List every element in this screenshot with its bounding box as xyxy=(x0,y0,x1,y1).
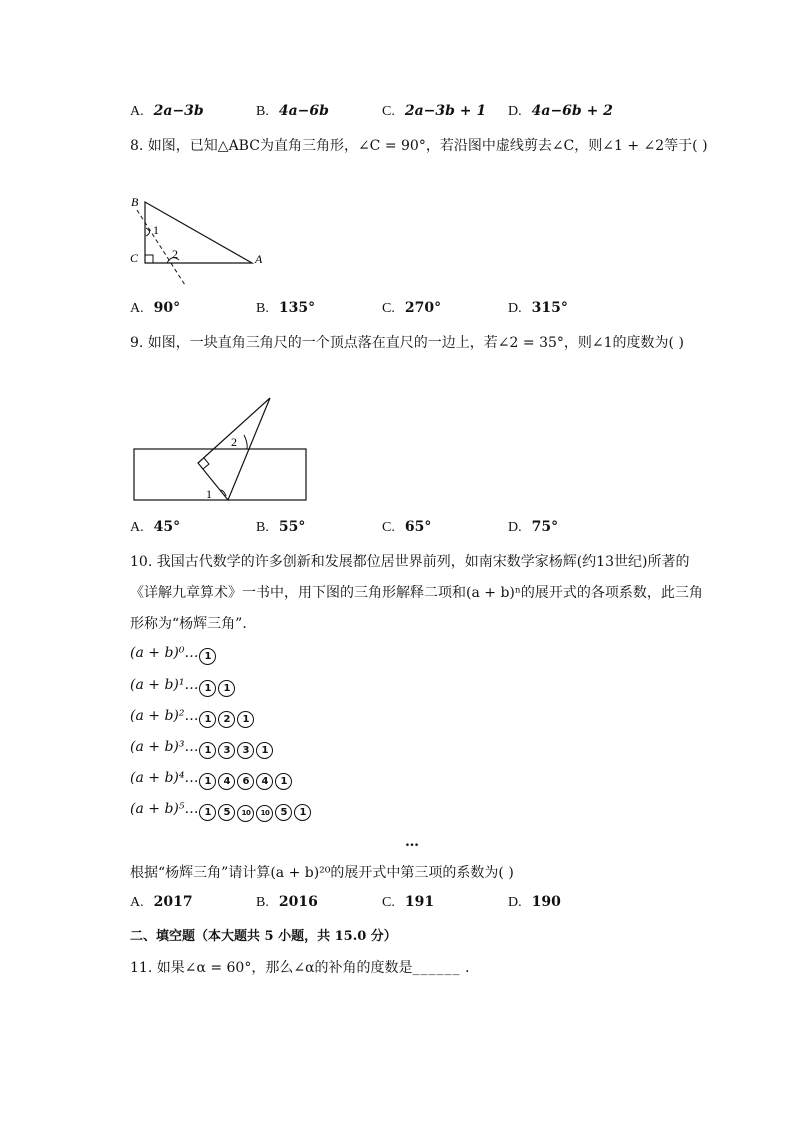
pascal-row-5 xyxy=(130,801,312,822)
coefficient-circle: 4 xyxy=(256,773,273,790)
q10-question: 根据“杨辉三角”请计算(a + b)²⁰的展开式中第三项的系数为( ) xyxy=(130,865,514,881)
coefficient-circle: 1 xyxy=(256,742,273,759)
coefficient-circle: 1 xyxy=(199,742,216,759)
q7-option-c: C. 2a−3b + 1 xyxy=(382,103,487,119)
q7-option-a: A. 2a−3b xyxy=(130,103,204,119)
coefficient-circle: 10 xyxy=(256,805,273,822)
q8-label-a: A xyxy=(255,252,263,266)
q8-text: 8. 如图，已知△ABC为直角三角形，∠C = 90°，若沿图中虚线剪去∠C，则∠1 + ∠2等于( ) xyxy=(130,138,708,154)
coefficient-circle: 3 xyxy=(218,742,235,759)
q10-line2: 《详解九章算术》一书中，用下图的三角形解释二项和(a + b)ⁿ的展开式的各项系数，此三角 xyxy=(130,585,703,601)
q11-text: 11. 如果∠α = 60°，那么∠α的补角的度数是 xyxy=(130,960,413,976)
q11-answer-blank: ______ xyxy=(412,960,461,976)
q9-label-2: 2 xyxy=(231,435,237,449)
coefficient-circle: 5 xyxy=(275,804,292,821)
q7-option-d: D. 4a−6b + 2 xyxy=(508,103,613,119)
q8-triangle-abc xyxy=(145,202,252,263)
q8-label-2: 2 xyxy=(172,247,178,261)
pascal-row-0 xyxy=(130,645,217,665)
coefficient-circle: 10 xyxy=(237,805,254,822)
q10-option-c: C. 191 xyxy=(382,894,435,910)
q10-line1: 10. 我国古代数学的许多创新和发展都位居世界前列，如南宋数学家杨辉(约13世纪)所著的 xyxy=(130,554,690,570)
q9-text: 9. 如图，一块直角三角尺的一个顶点落在直尺的一边上，若∠2 = 35°，则∠1的度数为( ) xyxy=(130,335,684,351)
q9-label-1: 1 xyxy=(206,487,212,501)
q10-option-d: D. 190 xyxy=(508,894,561,910)
pascal-expr: (a + b)⁵… xyxy=(130,801,199,817)
q7-option-b: B. 4a−6b xyxy=(256,103,329,119)
q10-options xyxy=(130,894,690,914)
pascal-expr: (a + b)³… xyxy=(130,739,199,755)
pascal-row-2 xyxy=(130,708,255,728)
coefficient-circle: 5 xyxy=(218,804,235,821)
coefficient-circle: 1 xyxy=(199,680,216,697)
pascal-row-3 xyxy=(130,739,274,759)
q9-option-a: A. 45° xyxy=(130,519,181,535)
coefficient-circle: 4 xyxy=(218,773,235,790)
q9-ruler xyxy=(134,449,306,500)
q8-right-angle-mark xyxy=(145,255,153,263)
q10-line3: 形称为“杨辉三角”． xyxy=(130,616,257,632)
q8-option-d: D. 315° xyxy=(508,300,568,316)
coefficient-circle: 1 xyxy=(218,680,235,697)
coefficient-circle: 1 xyxy=(199,648,216,665)
coefficient-circle: 1 xyxy=(199,773,216,790)
pascal-row-4 xyxy=(130,770,293,790)
q8-option-b: B. 135° xyxy=(256,300,316,316)
coefficient-circle: 6 xyxy=(237,773,254,790)
q8-option-a: A. 90° xyxy=(130,300,181,316)
q8-option-c: C. 270° xyxy=(382,300,442,316)
pascal-expr: (a + b)⁴… xyxy=(130,770,199,786)
coefficient-circle: 1 xyxy=(199,804,216,821)
q10-option-b: B. 2016 xyxy=(256,894,318,910)
q9-ruler-triangle-figure xyxy=(130,392,315,507)
pascal-expr: (a + b)²… xyxy=(130,708,199,724)
pascal-expr: (a + b)¹… xyxy=(130,677,199,693)
q8-label-c: C xyxy=(130,251,139,265)
coefficient-circle: 2 xyxy=(218,711,235,728)
q8-label-b: B xyxy=(131,195,139,209)
q9-option-c: C. 65° xyxy=(382,519,432,535)
q8-label-1: 1 xyxy=(153,223,159,237)
q9-option-b: B. 55° xyxy=(256,519,306,535)
q10-option-a: A. 2017 xyxy=(130,894,193,910)
coefficient-circle: 1 xyxy=(275,773,292,790)
q9-option-d: D. 75° xyxy=(508,519,559,535)
pascal-ellipsis: … xyxy=(405,834,419,850)
q9-right-angle-mark xyxy=(203,458,209,469)
q11-line xyxy=(130,957,469,977)
coefficient-circle: 3 xyxy=(237,742,254,759)
pascal-row-1 xyxy=(130,677,236,697)
q8-triangle-figure xyxy=(125,190,275,290)
q7-options xyxy=(130,103,690,123)
section-heading-fill-blank: 二、填空题（本大题共 5 小题，共 15.0 分） xyxy=(130,929,397,944)
q11-end: . xyxy=(460,960,470,976)
coefficient-circle: 1 xyxy=(199,711,216,728)
q9-angle2-arc xyxy=(244,435,247,449)
coefficient-circle: 1 xyxy=(237,711,254,728)
q9-options xyxy=(130,519,690,539)
q8-options xyxy=(130,300,690,320)
pascal-expr: (a + b)⁰… xyxy=(130,645,199,661)
coefficient-circle: 1 xyxy=(294,804,311,821)
